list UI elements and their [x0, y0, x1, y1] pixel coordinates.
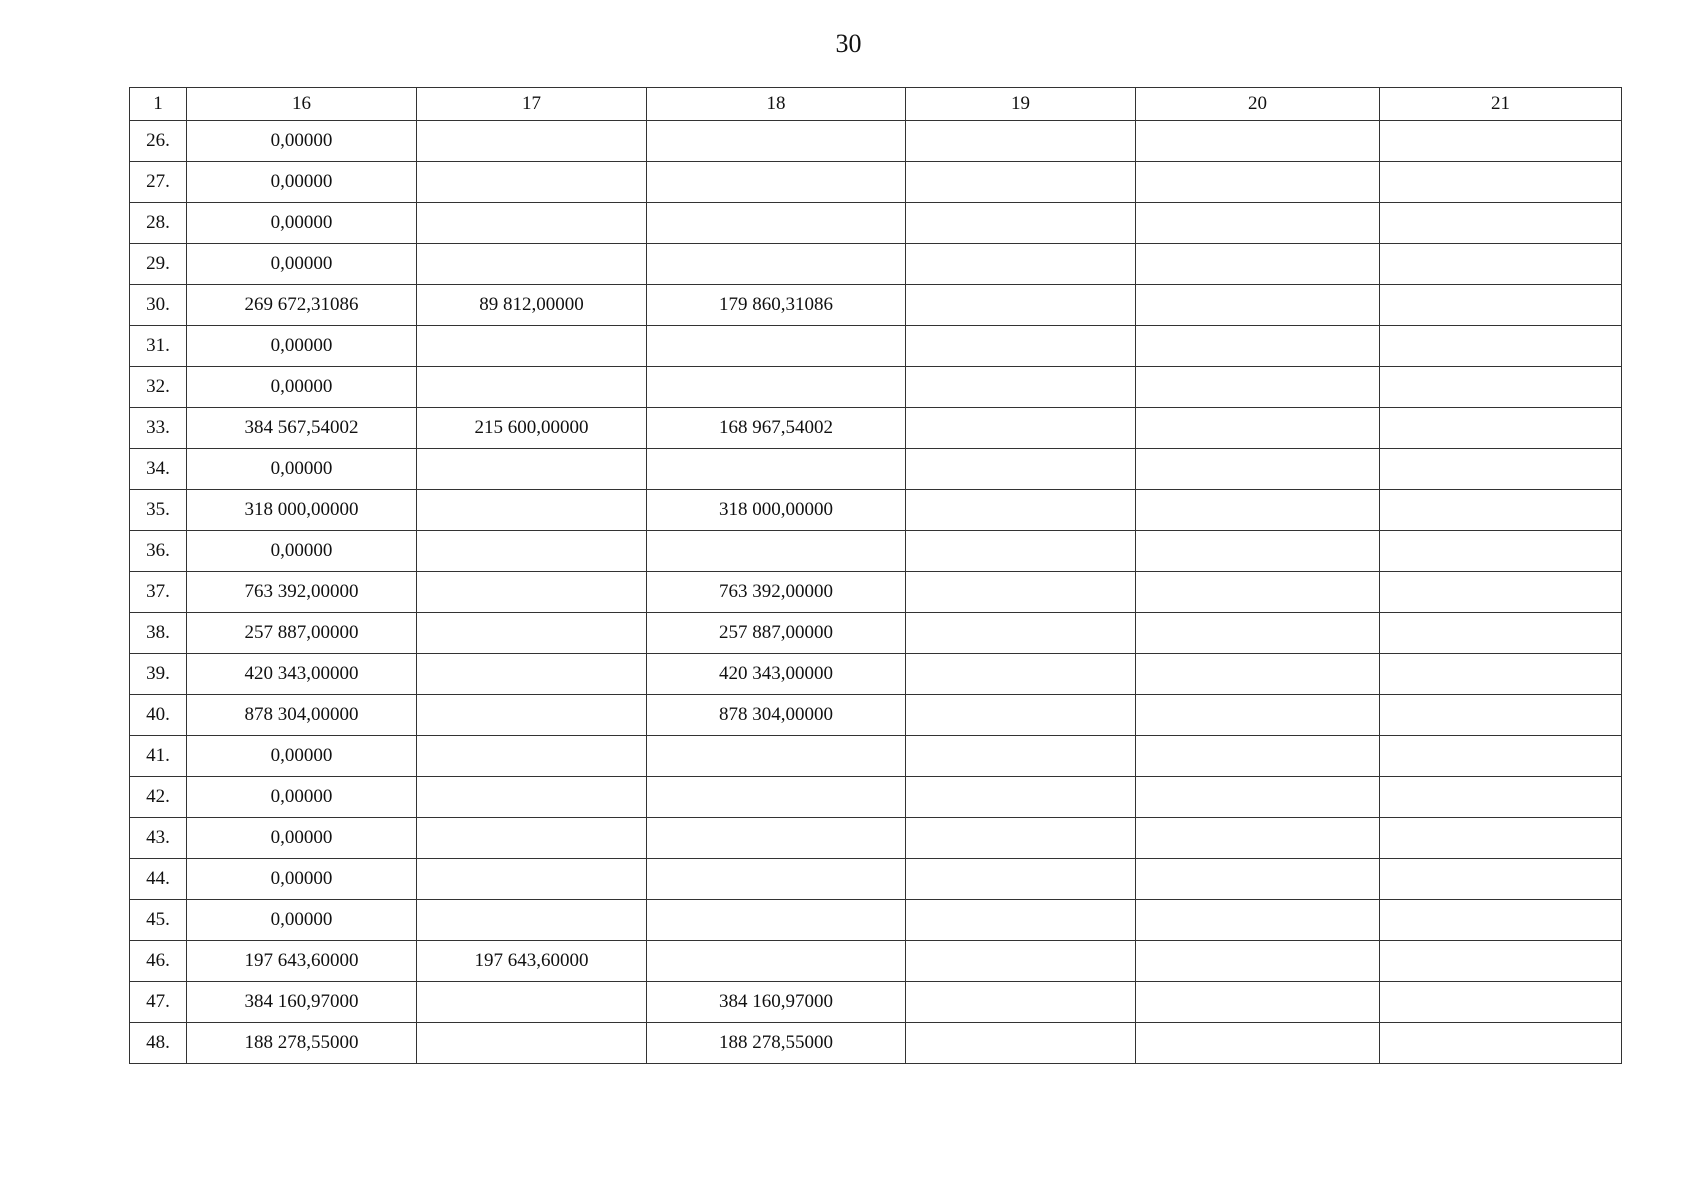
header-cell: 18	[647, 88, 906, 121]
table-cell: 215 600,00000	[417, 408, 647, 449]
header-cell: 17	[417, 88, 647, 121]
table-row	[130, 1023, 1622, 1064]
table-cell: 318 000,00000	[187, 490, 417, 531]
table-cell	[417, 982, 647, 1023]
table-cell: 0,00000	[187, 736, 417, 777]
table-cell: 0,00000	[187, 900, 417, 941]
table-cell	[1380, 982, 1622, 1023]
table-cell: 0,00000	[187, 203, 417, 244]
table-cell: 384 160,97000	[187, 982, 417, 1023]
row-number-cell: 30.	[130, 285, 187, 326]
table-cell	[1380, 408, 1622, 449]
table-cell: 89 812,00000	[417, 285, 647, 326]
table-cell: 168 967,54002	[647, 408, 906, 449]
table-cell	[1380, 121, 1622, 162]
table-cell	[906, 367, 1136, 408]
row-number-cell: 29.	[130, 244, 187, 285]
table-cell	[417, 449, 647, 490]
table-cell	[906, 982, 1136, 1023]
table-cell	[906, 121, 1136, 162]
table-cell: 197 643,60000	[187, 941, 417, 982]
table-cell	[906, 285, 1136, 326]
table-cell	[906, 1023, 1136, 1064]
table-cell	[1136, 695, 1380, 736]
row-number-cell: 40.	[130, 695, 187, 736]
table-cell	[906, 859, 1136, 900]
table-row	[130, 613, 1622, 654]
row-number-cell: 46.	[130, 941, 187, 982]
table-cell: 420 343,00000	[187, 654, 417, 695]
table-cell: 188 278,55000	[647, 1023, 906, 1064]
header-row	[130, 88, 1622, 121]
table-cell	[1380, 367, 1622, 408]
table-header	[130, 88, 1622, 121]
table-cell: 0,00000	[187, 162, 417, 203]
table-cell	[417, 654, 647, 695]
table-cell	[906, 490, 1136, 531]
table-cell	[417, 162, 647, 203]
table-cell	[1380, 244, 1622, 285]
table-cell	[906, 900, 1136, 941]
table-row	[130, 654, 1622, 695]
table-cell	[1136, 1023, 1380, 1064]
table-cell	[1380, 736, 1622, 777]
table-row	[130, 572, 1622, 613]
table-row	[130, 777, 1622, 818]
table-row	[130, 859, 1622, 900]
row-number-cell: 48.	[130, 1023, 187, 1064]
table-row	[130, 818, 1622, 859]
table-row	[130, 531, 1622, 572]
row-number-cell: 43.	[130, 818, 187, 859]
table-cell: 0,00000	[187, 367, 417, 408]
table-row	[130, 203, 1622, 244]
table-cell	[1380, 572, 1622, 613]
header-cell: 1	[130, 88, 187, 121]
table-cell: 179 860,31086	[647, 285, 906, 326]
table-cell: 878 304,00000	[187, 695, 417, 736]
table-cell: 878 304,00000	[647, 695, 906, 736]
table-row	[130, 285, 1622, 326]
table-cell	[1380, 818, 1622, 859]
table-cell	[417, 572, 647, 613]
table-cell	[647, 736, 906, 777]
table-cell	[1380, 1023, 1622, 1064]
table-cell: 257 887,00000	[647, 613, 906, 654]
header-cell: 19	[906, 88, 1136, 121]
table-cell	[1136, 572, 1380, 613]
table-cell	[906, 408, 1136, 449]
table-cell	[647, 941, 906, 982]
table-cell	[1136, 449, 1380, 490]
table-row	[130, 941, 1622, 982]
table-cell: 0,00000	[187, 777, 417, 818]
table-cell	[906, 203, 1136, 244]
table-cell	[1136, 941, 1380, 982]
row-number-cell: 47.	[130, 982, 187, 1023]
table-cell	[1380, 859, 1622, 900]
table-cell	[417, 613, 647, 654]
table-cell	[417, 900, 647, 941]
table-cell	[1136, 982, 1380, 1023]
table-cell	[1136, 531, 1380, 572]
table-cell	[1380, 531, 1622, 572]
table-cell	[417, 244, 647, 285]
table-cell	[1136, 900, 1380, 941]
table-cell	[1136, 367, 1380, 408]
table-cell	[647, 367, 906, 408]
table-cell	[647, 818, 906, 859]
table-cell	[906, 449, 1136, 490]
table-cell	[1380, 654, 1622, 695]
table-cell	[906, 777, 1136, 818]
table-cell	[1380, 326, 1622, 367]
table-cell	[906, 326, 1136, 367]
table-cell	[417, 777, 647, 818]
table-body	[130, 121, 1622, 1064]
table-cell	[906, 818, 1136, 859]
table-cell	[417, 203, 647, 244]
table-cell	[417, 859, 647, 900]
table-cell	[1136, 777, 1380, 818]
table-cell	[1380, 777, 1622, 818]
header-cell: 20	[1136, 88, 1380, 121]
table-cell	[417, 531, 647, 572]
table-cell	[647, 203, 906, 244]
table-row	[130, 736, 1622, 777]
table-cell	[1136, 408, 1380, 449]
table-cell	[1380, 613, 1622, 654]
table-cell	[1136, 818, 1380, 859]
table-cell	[417, 1023, 647, 1064]
data-table	[129, 87, 1622, 1064]
table-cell	[1136, 326, 1380, 367]
table-row	[130, 449, 1622, 490]
table-cell	[906, 613, 1136, 654]
table-row	[130, 982, 1622, 1023]
header-cell: 21	[1380, 88, 1622, 121]
table-cell: 188 278,55000	[187, 1023, 417, 1064]
table-cell	[1380, 203, 1622, 244]
header-cell: 16	[187, 88, 417, 121]
table-cell	[417, 818, 647, 859]
table-cell: 0,00000	[187, 449, 417, 490]
table-row	[130, 162, 1622, 203]
table-cell: 384 567,54002	[187, 408, 417, 449]
table-cell	[1136, 859, 1380, 900]
row-number-cell: 31.	[130, 326, 187, 367]
row-number-cell: 36.	[130, 531, 187, 572]
table-cell	[1136, 736, 1380, 777]
table-cell	[1380, 695, 1622, 736]
table-row	[130, 695, 1622, 736]
table-cell	[417, 121, 647, 162]
table-cell	[647, 244, 906, 285]
row-number-cell: 45.	[130, 900, 187, 941]
row-number-cell: 26.	[130, 121, 187, 162]
table-cell	[647, 859, 906, 900]
table-cell: 0,00000	[187, 326, 417, 367]
table-cell	[906, 736, 1136, 777]
page-number: 30	[835, 29, 862, 58]
table-cell	[1136, 490, 1380, 531]
row-number-cell: 28.	[130, 203, 187, 244]
table-cell	[1136, 285, 1380, 326]
table-row	[130, 244, 1622, 285]
table-cell	[647, 326, 906, 367]
row-number-cell: 44.	[130, 859, 187, 900]
table-cell	[647, 777, 906, 818]
row-number-cell: 41.	[130, 736, 187, 777]
table-cell	[1136, 121, 1380, 162]
table-cell	[906, 695, 1136, 736]
table-cell: 257 887,00000	[187, 613, 417, 654]
table-cell: 420 343,00000	[647, 654, 906, 695]
table-cell: 269 672,31086	[187, 285, 417, 326]
table-cell	[417, 695, 647, 736]
table-cell: 384 160,97000	[647, 982, 906, 1023]
table-row	[130, 121, 1622, 162]
table-cell	[647, 121, 906, 162]
table-cell	[1380, 900, 1622, 941]
table-row	[130, 367, 1622, 408]
table-cell: 0,00000	[187, 859, 417, 900]
table-cell: 318 000,00000	[647, 490, 906, 531]
table-cell	[1380, 490, 1622, 531]
table-row	[130, 900, 1622, 941]
table-cell: 763 392,00000	[187, 572, 417, 613]
table-cell	[1380, 285, 1622, 326]
table-cell: 0,00000	[187, 244, 417, 285]
table-cell: 763 392,00000	[647, 572, 906, 613]
row-number-cell: 39.	[130, 654, 187, 695]
table-cell	[906, 654, 1136, 695]
table-cell	[1136, 654, 1380, 695]
table-cell: 197 643,60000	[417, 941, 647, 982]
row-number-cell: 32.	[130, 367, 187, 408]
table-cell	[1380, 941, 1622, 982]
table-cell	[417, 367, 647, 408]
table-cell	[417, 736, 647, 777]
table-cell	[647, 162, 906, 203]
table-cell	[647, 900, 906, 941]
table-cell	[1380, 162, 1622, 203]
row-number-cell: 37.	[130, 572, 187, 613]
table-cell	[906, 162, 1136, 203]
table-cell	[906, 531, 1136, 572]
table-cell	[906, 572, 1136, 613]
table-cell	[1136, 613, 1380, 654]
row-number-cell: 42.	[130, 777, 187, 818]
table-row	[130, 326, 1622, 367]
row-number-cell: 34.	[130, 449, 187, 490]
table-cell	[417, 490, 647, 531]
table-cell	[1136, 162, 1380, 203]
table-cell	[906, 941, 1136, 982]
table-cell	[1380, 449, 1622, 490]
table-cell: 0,00000	[187, 818, 417, 859]
table-cell	[1136, 244, 1380, 285]
table-cell	[417, 326, 647, 367]
row-number-cell: 27.	[130, 162, 187, 203]
row-number-cell: 38.	[130, 613, 187, 654]
table-cell	[647, 531, 906, 572]
table-row	[130, 490, 1622, 531]
row-number-cell: 33.	[130, 408, 187, 449]
table-cell	[1136, 203, 1380, 244]
table-row	[130, 408, 1622, 449]
table-cell: 0,00000	[187, 531, 417, 572]
table-cell	[647, 449, 906, 490]
table-cell: 0,00000	[187, 121, 417, 162]
row-number-cell: 35.	[130, 490, 187, 531]
table-cell	[906, 244, 1136, 285]
